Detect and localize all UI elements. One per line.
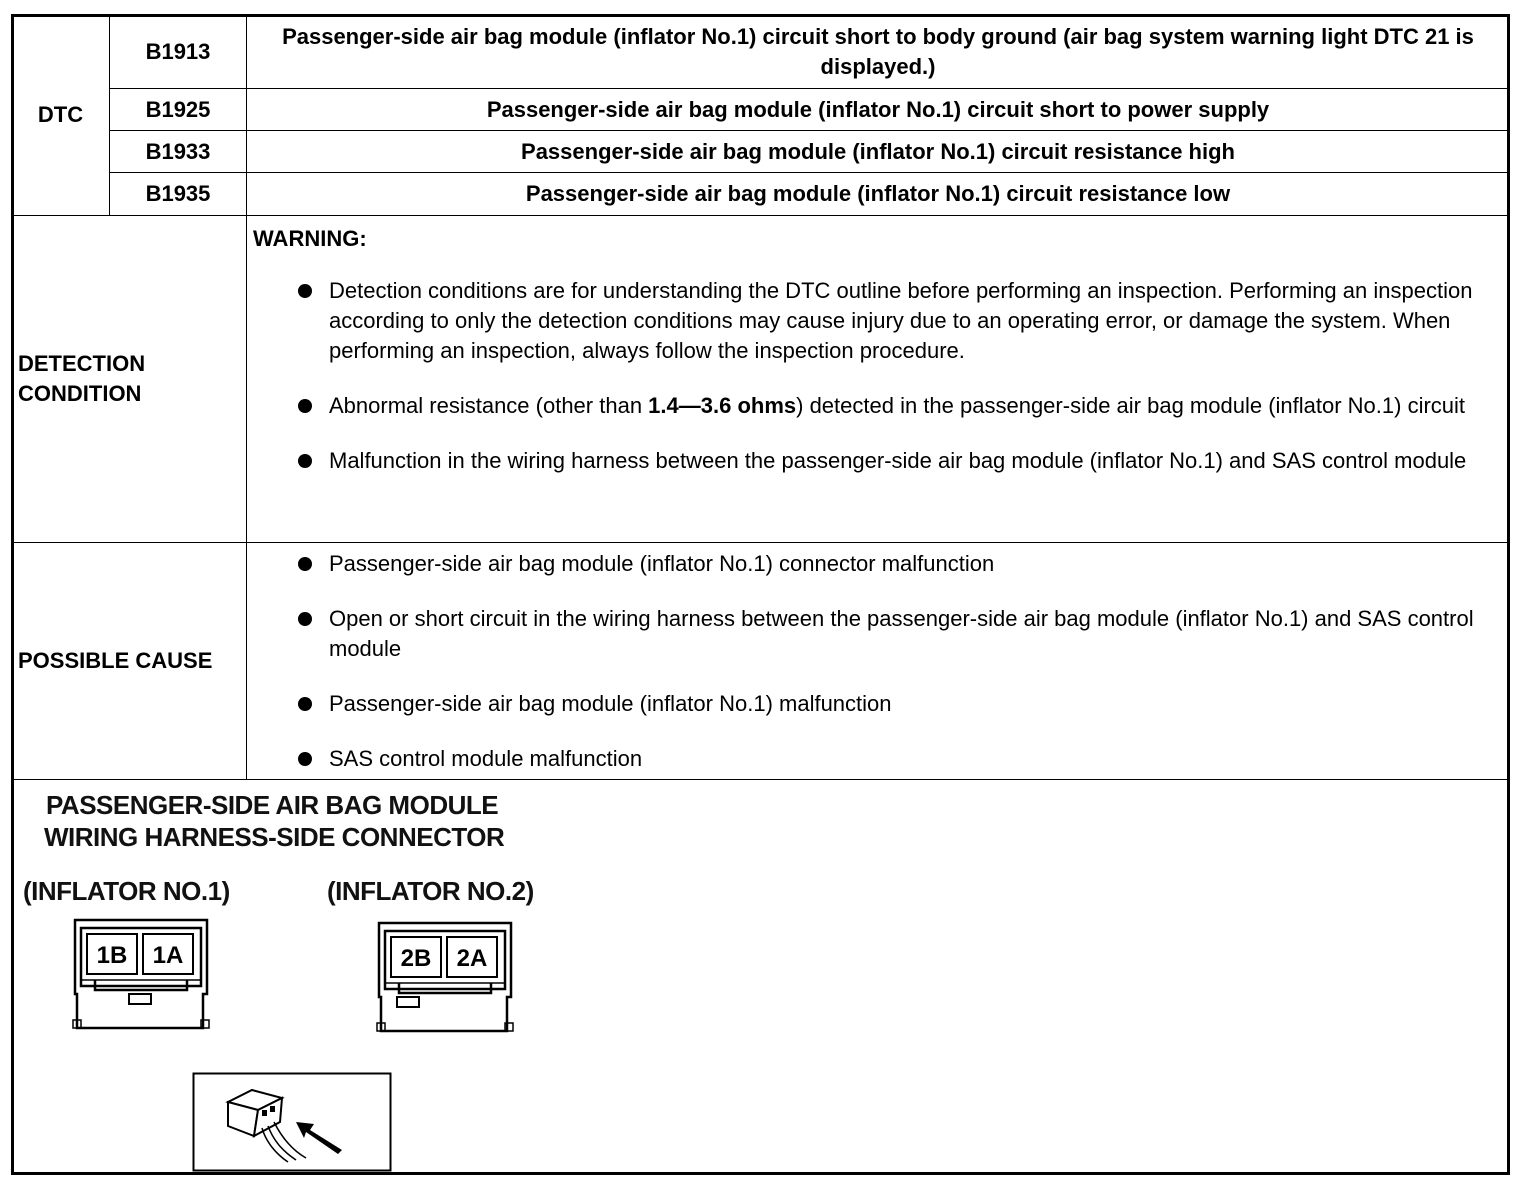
list-item (253, 689, 1503, 719)
detection-list (253, 276, 1503, 476)
pin-label: 2A (456, 945, 488, 972)
detection-condition-label (12, 216, 247, 543)
dtc-code: B1933 (110, 131, 247, 173)
detection-condition-content (247, 216, 1510, 543)
diagram-title-line: WIRING HARNESS-SIDE CONNECTOR (44, 822, 505, 852)
resistance-value: 1.4—3.6 ohms (648, 393, 797, 418)
pin-label: 1B (96, 942, 128, 969)
inflator-2-connector-diagram (375, 919, 515, 1037)
diagram-title-line: PASSENGER-SIDE AIR BAG MODULE (46, 790, 499, 820)
detection-label-line: CONDITION (18, 381, 142, 406)
warning-heading: WARNING: (253, 226, 367, 251)
dtc-code: B1925 (110, 89, 247, 131)
list-item (253, 446, 1503, 476)
list-item-text: SAS control module malfunction (329, 746, 643, 771)
list-item-text: Malfunction in the wiring harness between the passenger-side air bag module (inflator No.1) and SAS control module (329, 448, 1467, 473)
dtc-description: Passenger-side air bag module (inflator No.1) circuit resistance high (247, 131, 1510, 173)
list-item-text: Open or short circuit in the wiring harness between the passenger-side air bag module (inflator No.1) and SAS control module (329, 606, 1474, 661)
list-item-text: ) detected in the passenger-side air bag module (inflator No.1) circuit (796, 393, 1466, 418)
dtc-description: Passenger-side air bag module (inflator No.1) circuit resistance low (247, 173, 1510, 216)
bullet-icon (298, 697, 312, 711)
dtc-description: Passenger-side air bag module (inflator No.1) circuit short to body ground (air bag system warning light DTC 21 is displayed.) (247, 15, 1510, 89)
dtc-code: B1935 (110, 173, 247, 216)
bullet-icon (298, 454, 312, 468)
inflator-2-label: (INFLATOR NO.2) (327, 876, 534, 906)
list-item-text: Passenger-side air bag module (inflator No.1) connector malfunction (329, 551, 995, 576)
dtc-label: DTC (12, 15, 110, 216)
dtc-table (11, 14, 1510, 780)
bullet-icon (298, 612, 312, 626)
list-item-text: Abnormal resistance (other than (329, 393, 649, 418)
bullet-icon (298, 752, 312, 766)
possible-cause-content (247, 543, 1510, 780)
list-item (253, 391, 1503, 421)
harness-side-view-icon (192, 1072, 392, 1172)
dtc-description: Passenger-side air bag module (inflator No.1) circuit short to power supply (247, 89, 1510, 131)
list-item (253, 549, 1503, 579)
dtc-code: B1913 (110, 15, 247, 89)
dtc-document (11, 14, 1510, 1175)
list-item-text: Detection conditions are for understanding the DTC outline before performing an inspection. Performing an inspection according to only the detection conditions may cause injury due to an operating error, or damage the system. When performing an inspection, always follow the inspection procedure. (329, 278, 1473, 363)
possible-cause-label: POSSIBLE CAUSE (12, 543, 247, 780)
bullet-icon (298, 284, 312, 298)
bullet-icon (298, 399, 312, 413)
inflator-1-label: (INFLATOR NO.1) (23, 876, 230, 906)
cause-list (253, 549, 1503, 774)
pin-label: 1A (152, 942, 184, 969)
list-item (253, 604, 1503, 664)
list-item (253, 744, 1503, 774)
list-item-text: Passenger-side air bag module (inflator No.1) malfunction (329, 691, 892, 716)
detection-label-line: DETECTION (18, 351, 146, 376)
inflator-1-connector-diagram (71, 916, 211, 1034)
pin-label: 2B (400, 945, 432, 972)
list-item (253, 276, 1503, 366)
bullet-icon (298, 557, 312, 571)
diagram-title (44, 789, 504, 853)
